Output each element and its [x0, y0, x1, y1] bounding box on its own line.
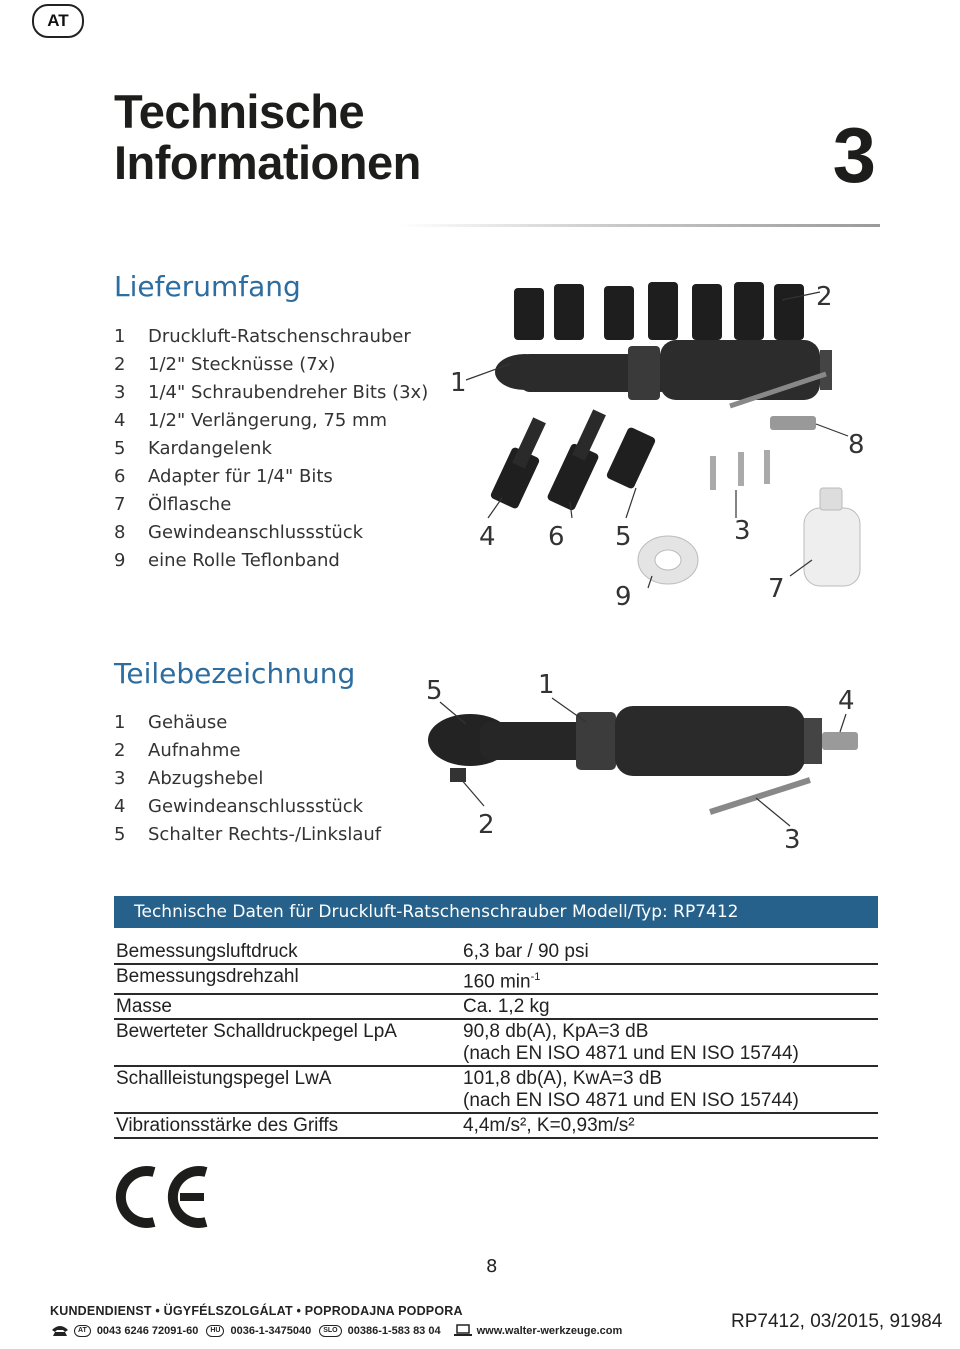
- list-item: 5 Schalter Rechts-/Linkslauf: [114, 824, 382, 845]
- page-title-line2: Informationen: [114, 136, 421, 189]
- callout-3: 3: [734, 516, 751, 546]
- part-callout-4: 4: [838, 686, 855, 716]
- kit-illustration: [440, 270, 880, 620]
- country-code-at: AT: [74, 1325, 91, 1337]
- callout-2: 2: [816, 282, 833, 312]
- lieferumfang-heading: Lieferumfang: [114, 270, 301, 303]
- callout-5: 5: [615, 522, 632, 552]
- list-item: 9 eine Rolle Teflonband: [114, 550, 340, 571]
- tech-data-table: [114, 940, 878, 1139]
- laptop-icon: [453, 1324, 473, 1337]
- page-number: 8: [486, 1256, 498, 1277]
- phone-at: 0043 6246 72091-60: [96, 1324, 199, 1337]
- table-row: Schallleistungspegel LwA 101,8 db(A), KwA=3 dB (nach EN ISO 4871 und EN ISO 15744): [114, 1067, 878, 1114]
- lieferumfang-list: [114, 323, 428, 575]
- list-item: 6 Adapter für 1/4" Bits: [114, 466, 333, 487]
- part-callout-3: 3: [784, 825, 801, 855]
- part-callout-5: 5: [426, 676, 443, 706]
- country-code-hu: HU: [206, 1325, 224, 1337]
- table-row: Bewerteter Schalldruckpegel LpA 90,8 db(A), KpA=3 dB (nach EN ISO 4871 und EN ISO 15744): [114, 1020, 878, 1067]
- callout-7: 7: [768, 574, 785, 604]
- callout-9: 9: [615, 582, 632, 612]
- phone-slo: 00386-1-583 83 04: [347, 1324, 441, 1337]
- model-reference: RP7412, 03/2015, 91984: [731, 1311, 943, 1332]
- chapter-number: 3: [832, 111, 876, 199]
- list-item: 4 1/2" Verlängerung, 75 mm: [114, 410, 388, 431]
- list-item: 2 1/2" Stecknüsse (7x): [114, 354, 336, 375]
- list-item: 7 Ölflasche: [114, 494, 232, 515]
- list-item: 2 Aufnahme: [114, 740, 241, 761]
- country-badge: AT: [32, 4, 84, 38]
- phone-hu: 0036-1-3475040: [230, 1324, 312, 1337]
- list-item: 8 Gewindeanschlussstück: [114, 522, 364, 543]
- phone-icon: [50, 1324, 70, 1337]
- table-row: Vibrationsstärke des Griffs 4,4m/s², K=0,93m/s²: [114, 1114, 878, 1139]
- table-row: Bemessungsluftdruck 6,3 bar / 90 psi: [114, 940, 878, 965]
- callout-1: 1: [450, 368, 467, 398]
- footer-service-line: KUNDENDIENST • ÜGYFÉLSZOLGÁLAT • POPRODAJNA PODPORA: [50, 1304, 463, 1318]
- website-link[interactable]: www.walter-werkzeuge.com: [476, 1324, 623, 1337]
- list-item: 1 Gehäuse: [114, 712, 228, 733]
- list-item: 3 Abzugshebel: [114, 768, 264, 789]
- tech-data-heading: Technische Daten für Druckluft-Ratschenschrauber Modell/Typ: RP7412: [114, 896, 878, 928]
- country-code-slo: SLO: [319, 1325, 341, 1337]
- callout-8: 8: [848, 430, 865, 460]
- callout-4: 4: [479, 522, 496, 552]
- list-item: 5 Kardangelenk: [114, 438, 272, 459]
- list-item: 3 1/4" Schraubendreher Bits (3x): [114, 382, 429, 403]
- ce-mark-icon: [114, 1164, 210, 1230]
- footer-contacts: [50, 1324, 622, 1337]
- part-callout-2: 2: [478, 810, 495, 840]
- title-rule: [400, 224, 880, 227]
- page-title-line1: Technische: [114, 85, 365, 138]
- list-item: 1 Druckluft-Ratschenschrauber: [114, 326, 411, 347]
- callout-6: 6: [548, 522, 565, 552]
- table-row: Bemessungsdrehzahl 160 $\min^{-1}$: [114, 965, 878, 995]
- part-callout-1: 1: [538, 670, 555, 700]
- teile-heading: Teilebezeichnung: [114, 657, 356, 690]
- list-item: 4 Gewindeanschlussstück: [114, 796, 364, 817]
- table-row: Masse Ca. 1,2 kg: [114, 995, 878, 1020]
- teile-list: [114, 709, 381, 849]
